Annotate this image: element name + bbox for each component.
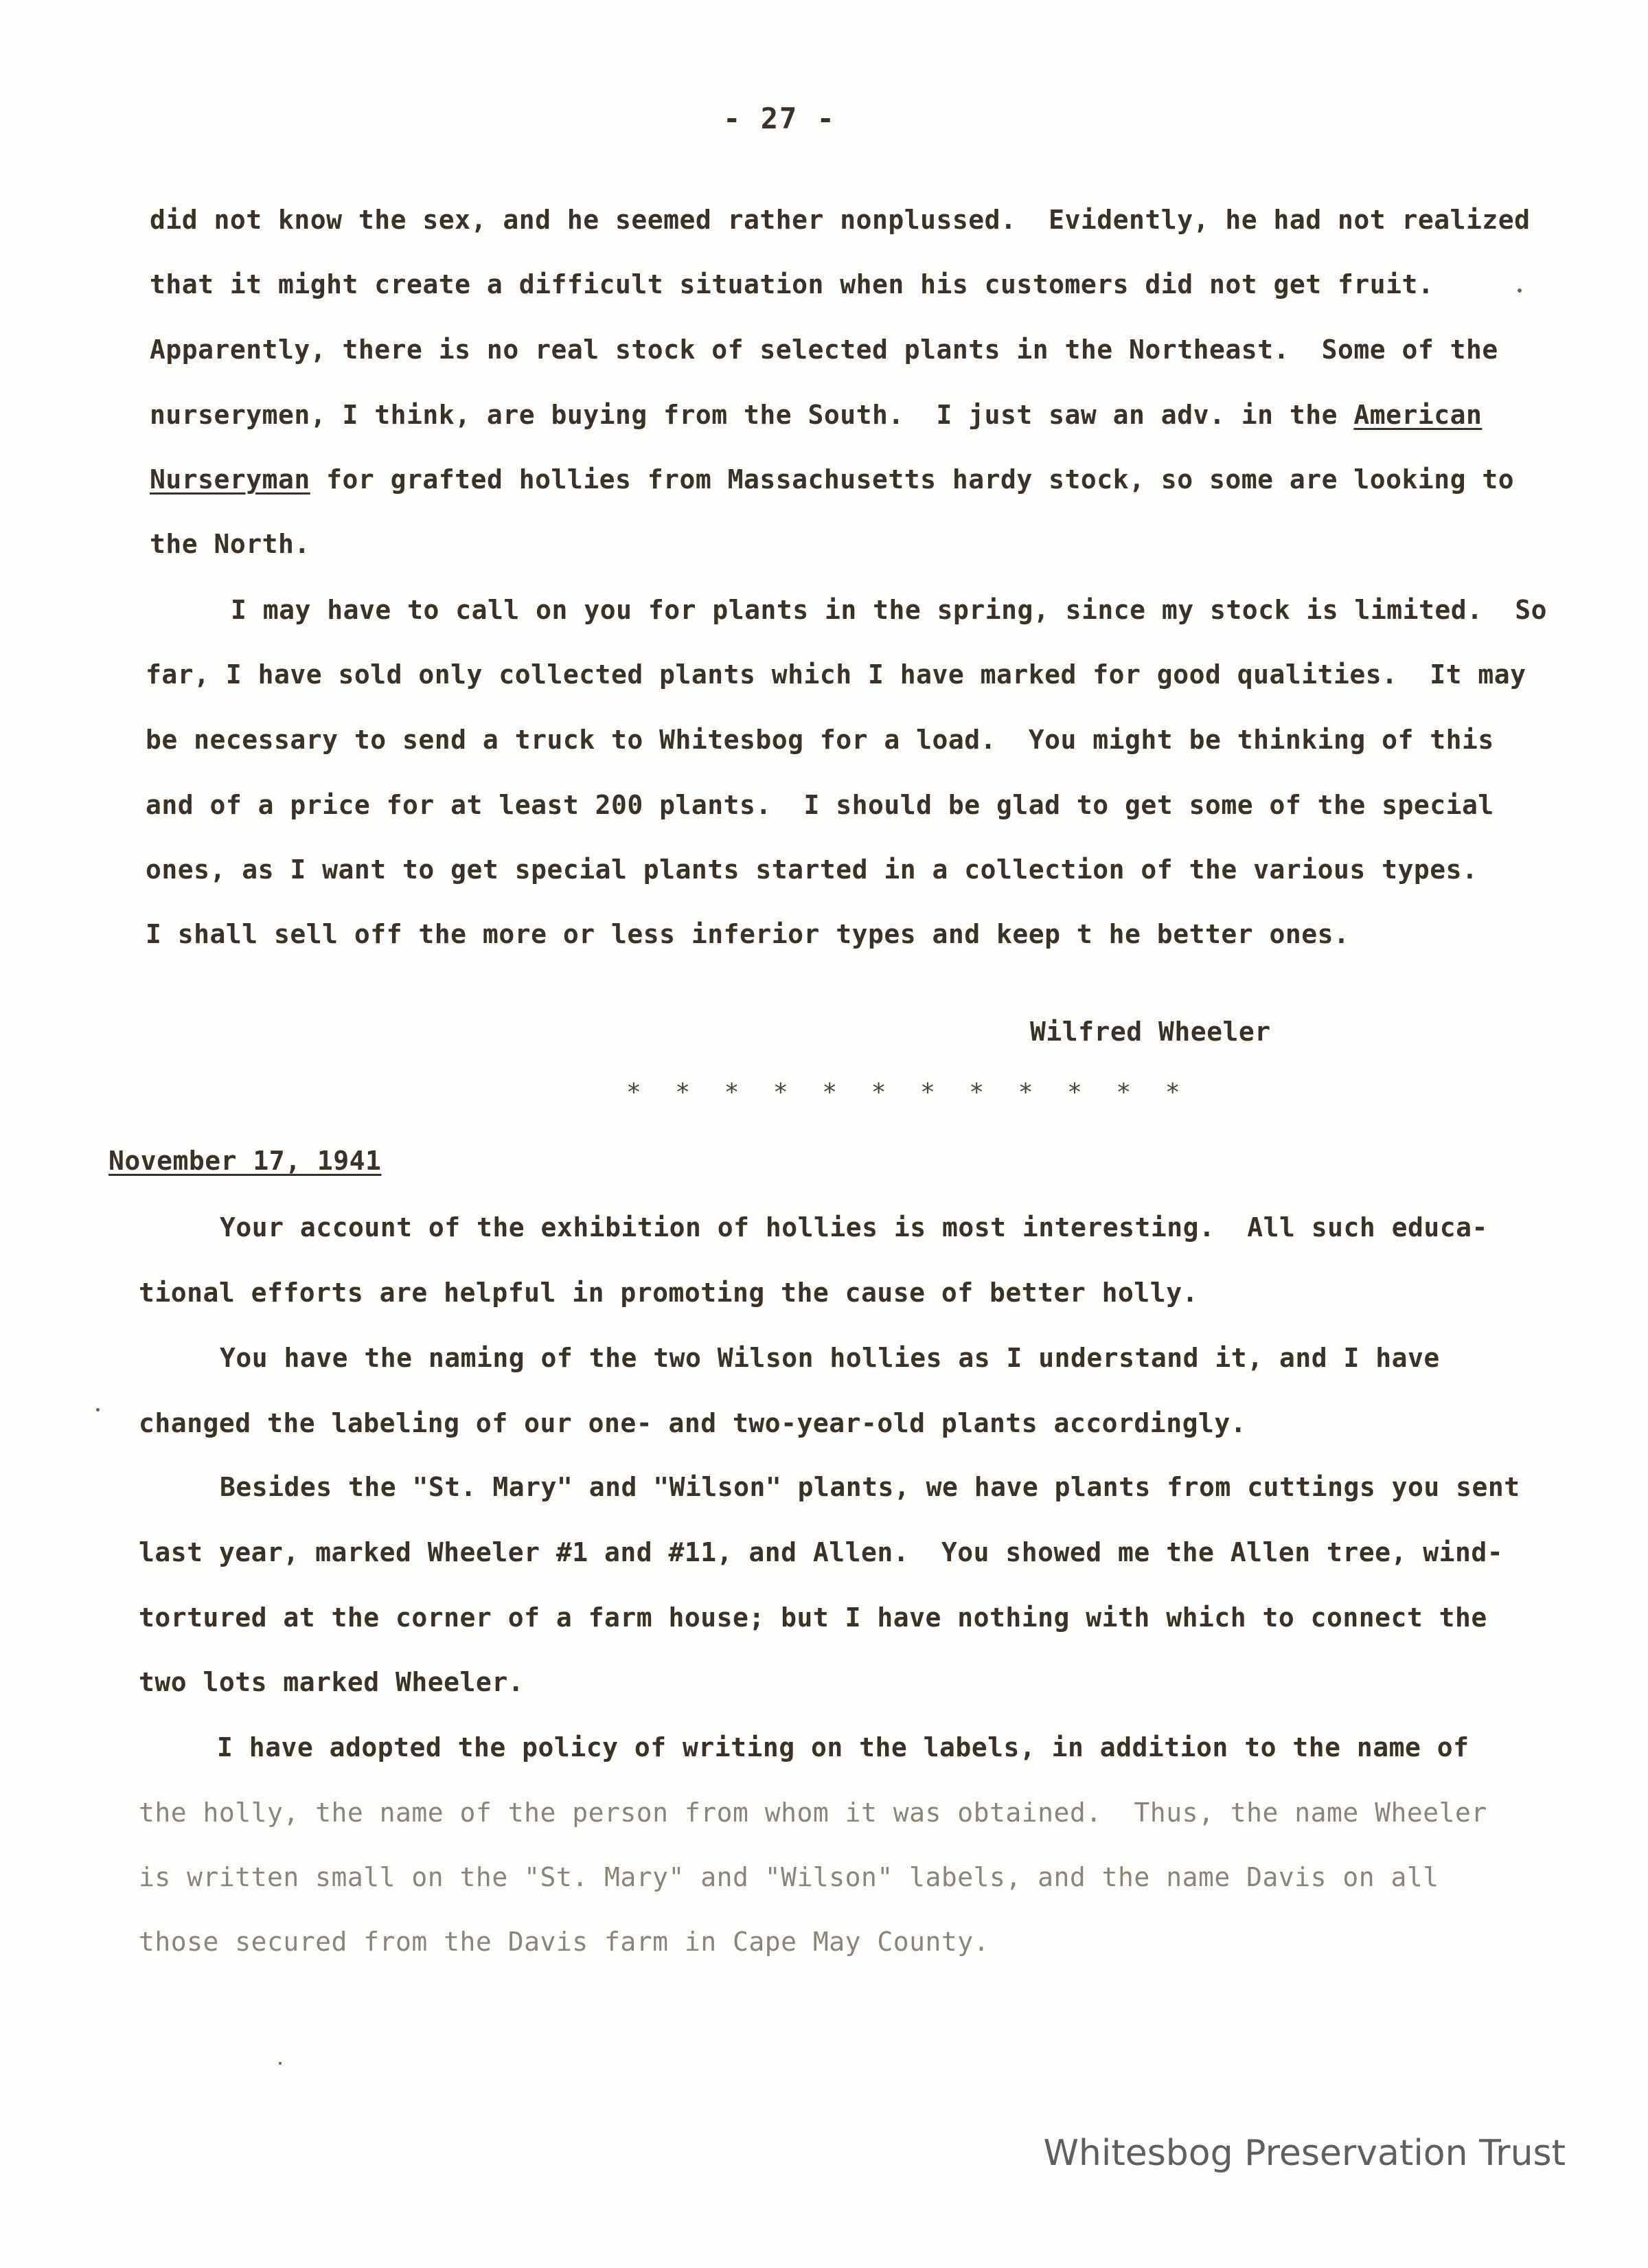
publication-title: Nurseryman bbox=[150, 464, 310, 495]
text-line: Apparently, there is no real stock of selected plants in the Northeast. Some of the bbox=[150, 334, 1498, 365]
text-segment: for grafted hollies from Massachusetts hardy stock, so some are looking to bbox=[310, 464, 1515, 495]
publication-title: American bbox=[1353, 400, 1483, 430]
text-line: the North. bbox=[150, 529, 310, 559]
text-line: I may have to call on you for plants in the spring, since my stock is limited. So bbox=[231, 595, 1547, 625]
text-line: those secured from the Davis farm in Cape May County. bbox=[139, 1927, 990, 1957]
watermark: Whitesbog Preservation Trust bbox=[1043, 2133, 1566, 2174]
text-line: two lots marked Wheeler. bbox=[139, 1667, 525, 1697]
text-line bbox=[150, 400, 1482, 430]
page-number: - 27 - bbox=[723, 102, 836, 135]
text-line: Your account of the exhibition of hollies is most interesting. All such educa- bbox=[220, 1212, 1488, 1243]
text-line: is written small on the "St. Mary" and "Wilson" labels, and the name Davis on all bbox=[139, 1862, 1439, 1892]
text-line: tortured at the corner of a farm house; but I have nothing with which to connect the bbox=[139, 1602, 1487, 1633]
text-line: and of a price for at least 200 plants. I should be glad to get some of the special bbox=[146, 790, 1494, 820]
text-line: the holly, the name of the person from whom it was obtained. Thus, the name Wheeler bbox=[139, 1798, 1487, 1828]
scan-speck bbox=[96, 1408, 100, 1411]
section-separator: * * * * * * * * * * * * bbox=[626, 1078, 1190, 1107]
text-line: changed the labeling of our one- and two-year-old plants accordingly. bbox=[139, 1408, 1247, 1438]
text-segment: nurserymen, I think, are buying from the South. I just saw an adv. in the bbox=[150, 400, 1354, 430]
letter-date: November 17, 1941 bbox=[108, 1146, 382, 1176]
scan-speck bbox=[1518, 288, 1522, 293]
text-line: tional efforts are helpful in promoting the cause of better holly. bbox=[139, 1278, 1198, 1308]
text-line: last year, marked Wheeler #1 and #11, and Allen. You showed me the Allen tree, wind- bbox=[139, 1537, 1504, 1567]
text-line: far, I have sold only collected plants which I have marked for good qualities. It may bbox=[146, 659, 1526, 690]
text-line: I have adopted the policy of writing on the labels, in addition to the name of bbox=[217, 1732, 1469, 1762]
text-line: Besides the "St. Mary" and "Wilson" plants, we have plants from cuttings you sent bbox=[220, 1472, 1520, 1502]
text-line: You have the naming of the two Wilson hollies as I understand it, and I have bbox=[220, 1343, 1440, 1373]
signature: Wilfred Wheeler bbox=[1030, 1017, 1271, 1047]
text-line: did not know the sex, and he seemed rather nonplussed. Evidently, he had not realized bbox=[150, 205, 1531, 235]
text-line: I shall sell off the more or less inferior types and keep t he better ones. bbox=[146, 919, 1350, 949]
text-line: be necessary to send a truck to Whitesbog for a load. You might be thinking of this bbox=[146, 725, 1494, 755]
text-line: ones, as I want to get special plants started in a collection of the various types. bbox=[146, 854, 1478, 885]
text-line: that it might create a difficult situation when his customers did not get fruit. bbox=[150, 269, 1434, 299]
scan-speck bbox=[279, 2062, 282, 2065]
text-line bbox=[150, 464, 1514, 495]
